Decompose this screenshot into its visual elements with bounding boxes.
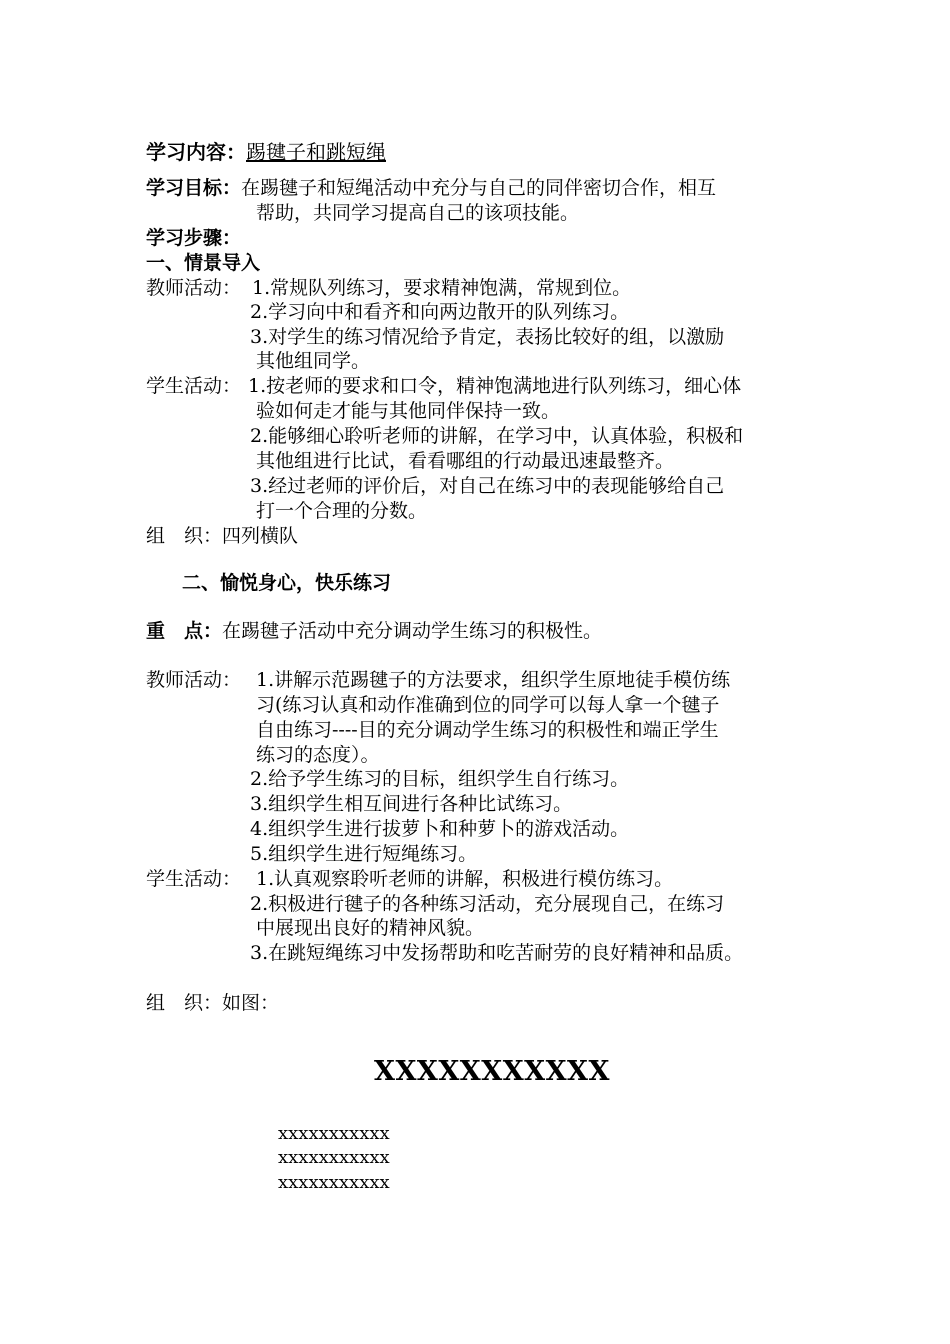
section2-heading: 二、愉悦身心，快乐练习 — [182, 572, 392, 594]
s2-teacher-line-1: 1.讲解示范踢毽子的方法要求，组织学生原地徒手模仿练 — [256, 669, 731, 691]
content-line — [146, 140, 386, 164]
s2-org-line — [146, 991, 279, 1015]
s2-focus-label: 重 点： — [146, 620, 223, 642]
s2-student-line-2: 2.积极进行毽子的各种练习活动，充分展现自己，在练习 — [250, 893, 725, 915]
s1-org-value: 四列横队 — [222, 525, 299, 547]
s2-student-line-3: 中展现出良好的精神风貌。 — [256, 917, 485, 939]
s2-teacher-line-5: 2.给予学生练习的目标，组织学生自行练习。 — [250, 768, 630, 790]
goal-line-2: 帮助，共同学习提高自己的该项技能。 — [256, 202, 580, 224]
s1-student-line-1: 1.按老师的要求和口令，精神饱满地进行队列练习，细心体 — [248, 375, 742, 397]
s2-focus-value: 在踢毽子活动中充分调动学生练习的积极性。 — [222, 620, 603, 642]
s2-teacher-line-6: 3.组织学生相互间进行各种比试练习。 — [250, 793, 573, 815]
goal-text-1: 在踢毽子和短绳活动中充分与自己的同伴密切合作，相互 — [241, 177, 717, 199]
steps-heading: 学习步骤： — [146, 227, 242, 249]
s1-student-line-5: 3.经过老师的评价后，对自己在练习中的表现能够给自己 — [250, 475, 725, 497]
s2-student-line-4: 3.在跳短绳练习中发扬帮助和吃苦耐劳的良好精神和品质。 — [250, 942, 744, 964]
goal-label: 学习目标： — [146, 177, 242, 199]
formation-row-1: xxxxxxxxxxx — [278, 1123, 390, 1144]
formation-row-3: xxxxxxxxxxx — [278, 1172, 390, 1193]
s2-focus-line — [146, 619, 602, 643]
s2-org-label: 组 织： — [146, 992, 223, 1014]
s2-student-line-1: 1.认真观察聆听老师的讲解，积极进行模仿练习。 — [256, 868, 674, 890]
s1-teacher-label: 教师活动： — [146, 277, 242, 299]
formation-row-2: xxxxxxxxxxx — [278, 1147, 390, 1168]
formation-top-row: XXXXXXXXXXX — [374, 1056, 610, 1087]
s1-teacher-line-3: 3.对学生的练习情况给予肯定，表扬比较好的组，以激励 — [250, 326, 725, 348]
s1-teacher-line-4: 其他组同学。 — [256, 350, 371, 372]
s1-student-line-4: 其他组进行比试，看看哪组的行动最迅速最整齐。 — [256, 450, 675, 472]
s1-teacher-line-1: 1.常规队列练习，要求精神饱满，常规到位。 — [252, 277, 632, 299]
s2-teacher-line-8: 5.组织学生进行短绳练习。 — [250, 843, 478, 865]
content-label: 学习内容： — [146, 140, 246, 164]
s2-teacher-line-2: 习(练习认真和动作准确到位的同学可以每人拿一个毽子 — [256, 694, 720, 716]
s1-org-label: 组 织： — [146, 525, 223, 547]
s2-teacher-label: 教师活动： — [146, 669, 242, 691]
s2-teacher-line-7: 4.组织学生进行拔萝卜和种萝卜的游戏活动。 — [250, 818, 630, 840]
goal-line-1 — [146, 176, 716, 200]
s2-teacher-line-4: 练习的态度）。 — [256, 744, 380, 766]
s1-student-line-3: 2.能够细心聆听老师的讲解，在学习中，认真体验，积极和 — [250, 425, 744, 447]
s1-teacher-line-2: 2.学习向中和看齐和向两边散开的队列练习。 — [250, 301, 630, 323]
s1-student-line-6: 打一个合理的分数。 — [256, 500, 428, 522]
s1-student-label: 学生活动： — [146, 375, 242, 397]
s2-org-value: 如图： — [222, 992, 280, 1014]
content-value: 踢毽子和跳短绳 — [246, 140, 386, 164]
s1-org-line — [146, 524, 298, 548]
s2-teacher-line-3: 自由练习----目的充分调动学生练习的积极性和端正学生 — [256, 719, 719, 741]
section1-heading: 一、情景导入 — [146, 252, 261, 274]
s2-student-label: 学生活动： — [146, 868, 242, 890]
s1-student-line-2: 验如何走才能与其他同伴保持一致。 — [256, 400, 561, 422]
